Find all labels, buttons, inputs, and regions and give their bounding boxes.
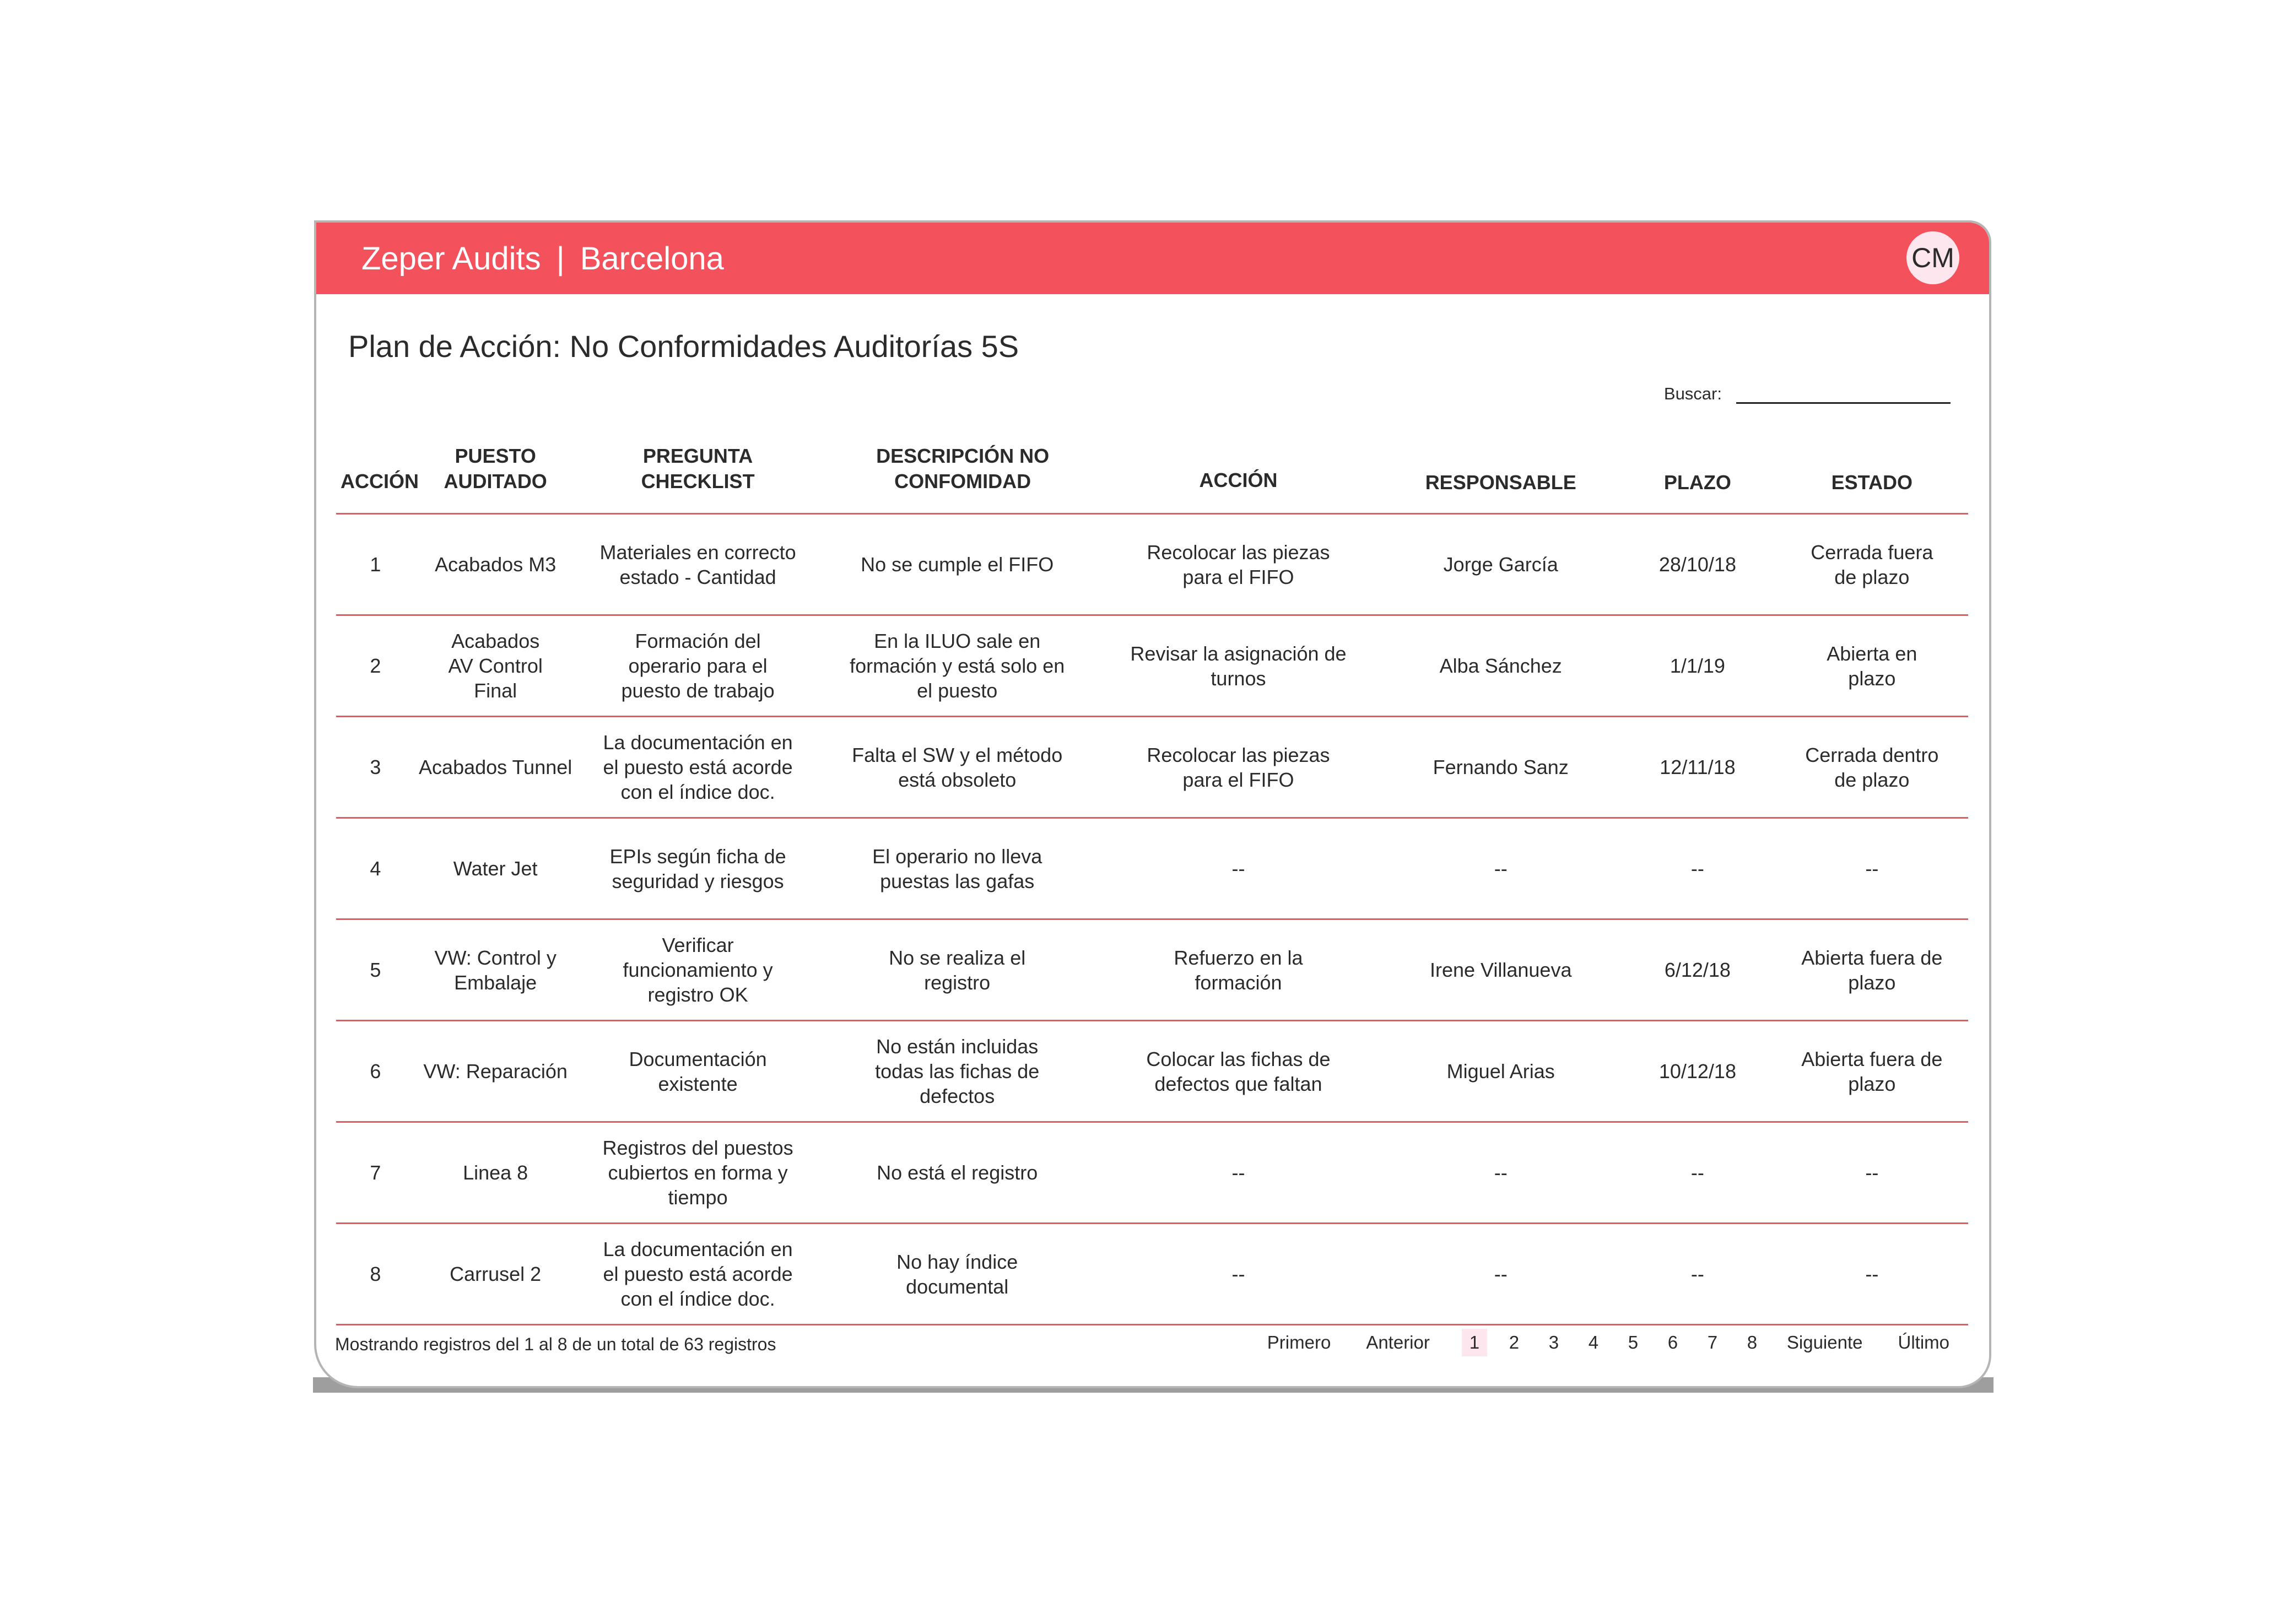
column-header-accion-num[interactable]: ACCIÓN: [336, 413, 415, 514]
cell-puesto: Linea 8: [415, 1122, 576, 1224]
column-header-descripcion[interactable]: DESCRIPCIÓN NO CONFOMIDAD: [820, 413, 1095, 514]
top-bar: [316, 223, 1989, 294]
cell-accion-num: 4: [336, 818, 415, 919]
column-header-accion[interactable]: ACCIÓN: [1095, 413, 1382, 514]
column-header-plazo[interactable]: PLAZO: [1619, 413, 1775, 514]
column-header-pregunta[interactable]: PREGUNTA CHECKLIST: [576, 413, 819, 514]
search-box: [1664, 382, 1951, 404]
column-header-responsable[interactable]: RESPONSABLE: [1382, 413, 1619, 514]
cell-responsable: Alba Sánchez: [1382, 615, 1619, 717]
cell-plazo: 6/12/18: [1619, 919, 1775, 1021]
cell-accion: Refuerzo en la formación: [1095, 919, 1382, 1021]
cell-accion: Colocar las fichas de defectos que faltan: [1095, 1021, 1382, 1122]
pagination-page-1[interactable]: 1: [1462, 1329, 1487, 1356]
pagination-page-6[interactable]: 6: [1667, 1332, 1678, 1352]
cell-accion-num: 3: [336, 717, 415, 818]
cell-plazo: 12/11/18: [1619, 717, 1775, 818]
table-row[interactable]: [336, 514, 1968, 615]
cell-descripcion: No se realiza el registro: [820, 919, 1095, 1021]
brand: [361, 238, 724, 279]
cell-accion: Recolocar las piezas para el FIFO: [1095, 514, 1382, 615]
cell-accion: --: [1095, 1122, 1382, 1224]
cell-responsable: Fernando Sanz: [1382, 717, 1619, 818]
page-title: Plan de Acción: No Conformidades Auditorías 5S: [348, 329, 1019, 364]
pagination-page-2[interactable]: 2: [1509, 1332, 1520, 1352]
cell-accion: --: [1095, 1224, 1382, 1325]
cell-plazo: 10/12/18: [1619, 1021, 1775, 1122]
cell-puesto: VW: Control y Embalaje: [415, 919, 576, 1021]
cell-plazo: --: [1619, 1224, 1775, 1325]
table-header-row: [336, 413, 1968, 514]
cell-estado: Abierta fuera de plazo: [1776, 919, 1968, 1021]
nonconformity-table: [336, 413, 1968, 1325]
records-info: Mostrando registros del 1 al 8 de un total de 63 registros: [335, 1334, 776, 1354]
cell-estado: --: [1776, 1122, 1968, 1224]
table-row[interactable]: [336, 615, 1968, 717]
app-name[interactable]: Zeper Audits: [361, 240, 541, 277]
cell-puesto: Acabados M3: [415, 514, 576, 615]
cell-estado: Cerrada dentro de plazo: [1776, 717, 1968, 818]
cell-descripcion: No está el registro: [820, 1122, 1095, 1224]
search-label: Buscar:: [1663, 384, 1722, 403]
pagination-page-3[interactable]: 3: [1548, 1332, 1559, 1352]
pagination-next[interactable]: Siguiente: [1786, 1332, 1863, 1352]
cell-accion: --: [1095, 818, 1382, 919]
cell-accion-num: 7: [336, 1122, 415, 1224]
cell-responsable: Irene Villanueva: [1382, 919, 1619, 1021]
cell-plazo: --: [1619, 1122, 1775, 1224]
pagination: [1267, 1329, 1949, 1356]
column-header-estado[interactable]: ESTADO: [1776, 413, 1968, 514]
pagination-last[interactable]: Último: [1898, 1332, 1949, 1352]
cell-descripcion: No están incluidas todas las fichas de defectos: [820, 1021, 1095, 1122]
pagination-previous[interactable]: Anterior: [1366, 1332, 1430, 1352]
cell-accion: Revisar la asignación de turnos: [1095, 615, 1382, 717]
table-row[interactable]: [336, 919, 1968, 1021]
cell-puesto: Acabados AV Control Final: [415, 615, 576, 717]
pagination-page-7[interactable]: 7: [1707, 1332, 1718, 1352]
cell-descripcion: En la ILUO sale en formación y está solo en el puesto: [820, 615, 1095, 717]
cell-puesto: Water Jet: [415, 818, 576, 919]
cell-pregunta: Documentación existente: [576, 1021, 819, 1122]
cell-puesto: Carrusel 2: [415, 1224, 576, 1325]
cell-estado: Abierta fuera de plazo: [1776, 1021, 1968, 1122]
table-row[interactable]: [336, 1224, 1968, 1325]
cell-descripcion: No se cumple el FIFO: [820, 514, 1095, 615]
user-avatar[interactable]: CM: [1906, 231, 1959, 284]
cell-estado: --: [1776, 818, 1968, 919]
cell-accion-num: 6: [336, 1021, 415, 1122]
cell-accion-num: 5: [336, 919, 415, 1021]
cell-descripcion: No hay índice documental: [820, 1224, 1095, 1325]
cell-accion-num: 2: [336, 615, 415, 717]
cell-estado: --: [1776, 1224, 1968, 1325]
cell-plazo: --: [1619, 818, 1775, 919]
action-plan-card: [314, 220, 1991, 1388]
brand-separator: |: [556, 240, 565, 277]
cell-responsable: --: [1382, 818, 1619, 919]
pagination-page-4[interactable]: 4: [1588, 1332, 1599, 1352]
column-header-puesto[interactable]: PUESTO AUDITADO: [415, 413, 576, 514]
cell-pregunta: Formación del operario para el puesto de trabajo: [576, 615, 819, 717]
cell-pregunta: La documentación en el puesto está acorde con el índice doc.: [576, 1224, 819, 1325]
cell-puesto: Acabados Tunnel: [415, 717, 576, 818]
cell-plazo: 1/1/19: [1619, 615, 1775, 717]
cell-descripcion: El operario no lleva puestas las gafas: [820, 818, 1095, 919]
cell-pregunta: EPIs según ficha de seguridad y riesgos: [576, 818, 819, 919]
cell-responsable: --: [1382, 1122, 1619, 1224]
cell-descripcion: Falta el SW y el método está obsoleto: [820, 717, 1095, 818]
table-row[interactable]: [336, 717, 1968, 818]
search-input[interactable]: [1736, 382, 1951, 404]
cell-responsable: --: [1382, 1224, 1619, 1325]
cell-plazo: 28/10/18: [1619, 514, 1775, 615]
cell-estado: Abierta en plazo: [1776, 615, 1968, 717]
pagination-page-8[interactable]: 8: [1747, 1332, 1758, 1352]
cell-accion-num: 1: [336, 514, 415, 615]
cell-pregunta: La documentación en el puesto está acorde con el índice doc.: [576, 717, 819, 818]
cell-pregunta: Verificar funcionamiento y registro OK: [576, 919, 819, 1021]
cell-puesto: VW: Reparación: [415, 1021, 576, 1122]
table-row[interactable]: [336, 818, 1968, 919]
pagination-page-5[interactable]: 5: [1628, 1332, 1639, 1352]
location-name[interactable]: Barcelona: [580, 240, 724, 277]
cell-accion-num: 8: [336, 1224, 415, 1325]
pagination-first[interactable]: Primero: [1267, 1332, 1331, 1352]
cell-accion: Recolocar las piezas para el FIFO: [1095, 717, 1382, 818]
cell-responsable: Miguel Arias: [1382, 1021, 1619, 1122]
cell-estado: Cerrada fuera de plazo: [1776, 514, 1968, 615]
table-row[interactable]: [336, 1122, 1968, 1224]
cell-pregunta: Materiales en correcto estado - Cantidad: [576, 514, 819, 615]
table-row[interactable]: [336, 1021, 1968, 1122]
cell-pregunta: Registros del puestos cubiertos en forma y tiempo: [576, 1122, 819, 1224]
cell-responsable: Jorge García: [1382, 514, 1619, 615]
